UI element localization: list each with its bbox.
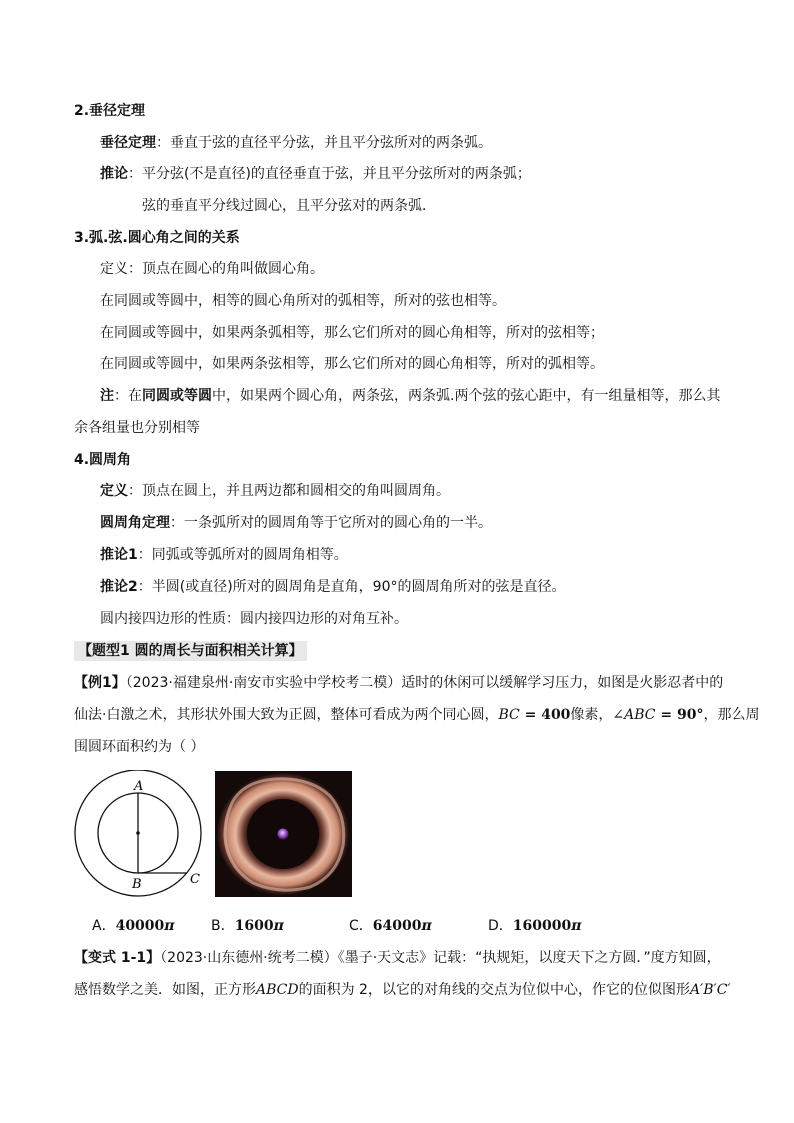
inscribed-angle-theorem xyxy=(100,513,492,533)
section-4-heading: 4.圆周角 xyxy=(74,452,132,468)
example-tag: 【例1】 xyxy=(74,675,126,691)
central-angle-property-1: 在同圆或等圆中，相等的圆心角所对的弧相等，所对的弦也相等。 xyxy=(100,293,506,309)
c2-label: 推论2 xyxy=(100,579,138,595)
angle-abc: ∠ABC xyxy=(612,707,656,723)
option-a-label: A． xyxy=(92,918,116,934)
similar-figure: A′B′C′ xyxy=(689,982,731,998)
option-b-label: B． xyxy=(211,918,235,934)
c1-label: 推论1 xyxy=(100,547,138,563)
note-line-1 xyxy=(100,386,720,406)
variant-text-mid: 的面积为 2，以它的对角线的交点为位似中心，作它的位似图形 xyxy=(298,982,690,998)
example-1-line-1 xyxy=(74,673,723,693)
option-d-pi: π xyxy=(571,918,582,934)
cyclic-quadrilateral-property: 圆内接四边形的性质：圆内接四边形的对角互补。 xyxy=(100,611,408,627)
variant-source: （2023·山东德州·统考二模）《墨子·天文志》记载：“执规矩，以度天下之方圆．”度方知圆， xyxy=(160,950,721,966)
option-a-value: 40000 xyxy=(115,918,165,934)
corollary-1 xyxy=(100,545,348,565)
thm-text: ：一条弧所对的圆周角等于它所对的圆心角的一半。 xyxy=(170,515,492,531)
c2-text: ：半圆(或直径)所对的圆周角是直角，90°的圆周角所对的弦是直径。 xyxy=(137,579,566,595)
corollary-line-2: 弦的垂直平分线过圆心，且平分弦对的两条弧． xyxy=(142,198,436,214)
example-1-line-3: 围圆环面积约为（ ） xyxy=(74,739,205,755)
variant-line-2 xyxy=(74,980,731,1000)
section-3-heading: 3.弧.弦.圆心角之间的关系 xyxy=(74,230,240,246)
corollary-2 xyxy=(100,577,566,597)
purple-orb xyxy=(278,829,289,840)
example-source: （2023·福建泉州·南安市实验中学校考二模）适时的休闲可以缓解学习压力，如图是火影忍者中的 xyxy=(125,675,724,691)
corollary-label: 推论 xyxy=(100,166,128,182)
thm-label: 圆周角定理 xyxy=(100,515,170,531)
note-colon: ：在 xyxy=(114,388,142,404)
option-b[interactable] xyxy=(211,916,284,936)
segment-bc: BC xyxy=(498,707,520,723)
def-label: 定义 xyxy=(100,483,128,499)
option-d-value: 160000 xyxy=(512,918,572,934)
option-a-pi: π xyxy=(164,918,175,934)
option-d[interactable] xyxy=(488,916,581,936)
variant-text-pre: 感悟数学之美．如图，正方形 xyxy=(74,982,256,998)
note-rest: 中，如果两个圆心角，两条弦，两条弧.两个弦的弦心距中，有一组量相等，那么其 xyxy=(212,388,721,404)
section-2-heading: 2.垂径定理 xyxy=(74,103,146,119)
central-angle-definition: 定义：顶点在圆心的角叫做圆心角。 xyxy=(100,261,324,277)
square-abcd: ABCD xyxy=(256,982,299,998)
theorem-label: 垂径定理 xyxy=(100,135,156,151)
corollary-line-1 xyxy=(100,164,531,184)
option-c-label: C． xyxy=(349,918,373,934)
option-b-value: 1600 xyxy=(234,918,274,934)
option-c-value: 64000 xyxy=(372,918,422,934)
label-b: B xyxy=(132,877,142,892)
option-c[interactable] xyxy=(349,916,432,936)
unit-text: 像素， xyxy=(570,707,613,723)
topic-banner: 【题型1 圆的周长与面积相关计算】 xyxy=(74,641,307,661)
note-label: 注 xyxy=(100,388,114,404)
option-d-label: D． xyxy=(488,918,513,934)
theorem-text: ：垂直于弦的直径平分弦，并且平分弦所对的两条弧。 xyxy=(156,135,492,151)
ring-photo xyxy=(215,771,352,897)
option-c-pi: π xyxy=(421,918,432,934)
angle-value: = 90° xyxy=(655,707,704,723)
center-point xyxy=(136,831,140,835)
variant-line-1 xyxy=(74,948,721,968)
option-a[interactable] xyxy=(92,916,175,936)
example-1-line-2 xyxy=(74,705,760,725)
c1-text: ：同弧或等弧所对的圆周角相等。 xyxy=(137,547,348,563)
note-line-2: 余各组量也分别相等 xyxy=(74,420,200,436)
perpendicular-diameter-theorem xyxy=(100,133,492,153)
note-bold: 同圆或等圆 xyxy=(142,388,212,404)
central-angle-property-2: 在同圆或等圆中，如果两条弧相等，那么它们所对的圆心角相等，所对的弦相等； xyxy=(100,325,604,341)
variant-tag: 【变式 1-1】 xyxy=(74,950,161,966)
example-text-post: ，那么周 xyxy=(703,707,760,723)
central-angle-property-3: 在同圆或等圆中，如果两条弦相等，那么它们所对的圆心角相等，所对的弧相等。 xyxy=(100,356,604,372)
example-text-pre: 仙法·白激之术，其形状外围大致为正圆，整体可看成为两个同心圆， xyxy=(74,707,499,723)
concentric-circles-diagram xyxy=(70,770,210,900)
label-a: A xyxy=(134,779,144,794)
corollary-text-1: ：平分弦(不是直径)的直径垂直于弦，并且平分弦所对的两条弧； xyxy=(128,166,531,182)
inscribed-angle-definition xyxy=(100,481,450,501)
option-b-pi: π xyxy=(273,918,284,934)
label-c: C xyxy=(190,872,200,887)
bc-value: = 400 xyxy=(519,707,571,723)
def-text: ：顶点在圆上，并且两边都和圆相交的角叫圆周角。 xyxy=(128,483,450,499)
